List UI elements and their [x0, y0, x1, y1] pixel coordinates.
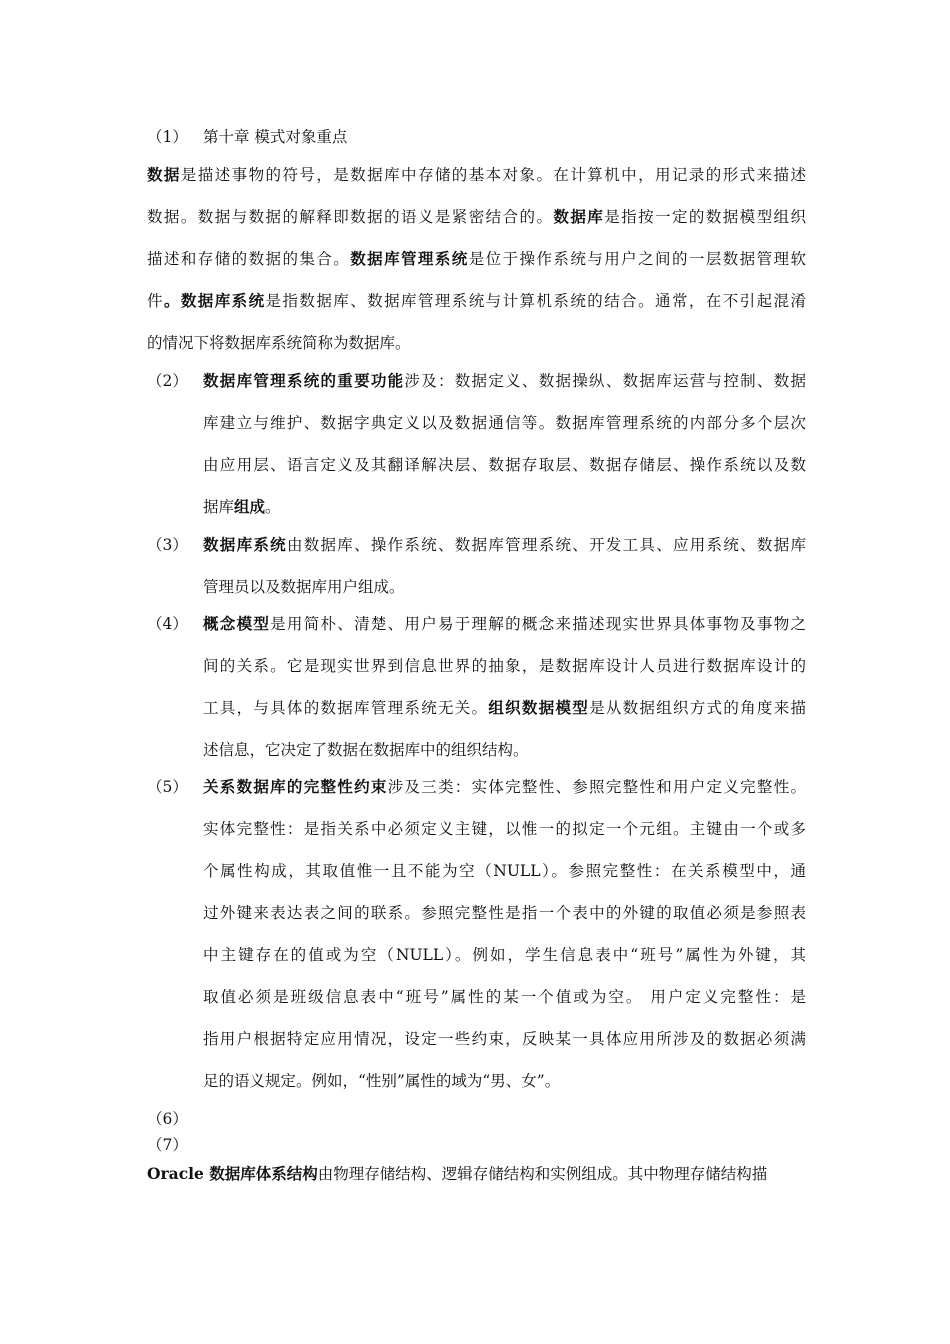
text-run: 涉及三类：实体完整性、参照完整性和用户定义完整性。 [387, 778, 806, 796]
bold-term: 。数据库系统 [163, 291, 266, 310]
text-run: 指用户根据特定应用情况，设定一些约束，反映某一具体应用所涉及的数据必须满 [203, 1030, 806, 1048]
item5-line-1 [203, 777, 806, 797]
text-run: 中主键存在的值或为空（NULL）。例如，学生信息表中“班号”属性为外键，其 [203, 946, 806, 964]
text-run: 是描述事物的符号，是数据库中存储的基本对象。在计算机中，用记录的形式来描述 [180, 166, 806, 184]
bold-term: 关系数据库的完整性约束 [203, 777, 388, 796]
text-run: 是从数据组织方式的角度来描 [589, 699, 806, 717]
text-run: 件 [147, 292, 164, 310]
text-run: 是位于操作系统与用户之间的一层数据管理软 [468, 250, 806, 268]
section-title: 第十章 模式对象重点 [203, 128, 348, 146]
item7-line-1 [147, 1164, 767, 1184]
item1-number: （1） [147, 128, 188, 146]
item5-line-8 [203, 1071, 560, 1091]
item5-line-6 [203, 987, 806, 1007]
item2-line-2 [203, 413, 806, 433]
item1-line-3 [147, 249, 806, 269]
text-run: 管理员以及数据库用户组成。 [203, 578, 405, 596]
item6-number: （6） [147, 1110, 188, 1128]
bold-term: Oracle 数据库体系结构 [147, 1164, 318, 1183]
item5-line-2 [203, 819, 806, 839]
bold-term: 组织数据模型 [488, 698, 590, 717]
item4-line-4 [203, 740, 529, 760]
text-run: 描述和存储的数据的集合。 [147, 250, 351, 268]
text-run: 由物理存储结构、逻辑存储结构和实例组成。其中物理存储结构描 [317, 1165, 768, 1183]
text-run: 是用简朴、清楚、用户易于理解的概念来描述现实世界具体事物及事物之 [270, 615, 806, 633]
text-run: 间的关系。它是现实世界到信息世界的抽象，是数据库设计人员进行数据库设计的 [203, 657, 806, 675]
text-run: 涉及：数据定义、数据操纵、数据库运营与控制、数据 [404, 372, 806, 390]
text-run: 取值必须是班级信息表中“班号”属性的某一个值或为空。 用户定义完整性：是 [203, 988, 806, 1006]
text-run: 的情况下将数据库系统简称为数据库。 [147, 334, 411, 352]
text-run: 过外键来表达表之间的联系。参照完整性是指一个表中的外键的取值必须是参照表 [203, 904, 806, 922]
item5-line-7 [203, 1029, 806, 1049]
item5-line-4 [203, 903, 806, 923]
item4-line-1 [203, 614, 806, 634]
text-run: 是指按一定的数据模型组织 [604, 208, 806, 226]
item3-number: （3） [147, 536, 188, 554]
item4-number: （4） [147, 615, 188, 633]
item1-line-2 [147, 207, 806, 227]
item2-line-1 [203, 371, 806, 391]
text-run: 据库 [203, 498, 235, 516]
bold-term: 数据库管理系统的重要功能 [203, 371, 405, 390]
item3-line-2 [203, 577, 405, 597]
item1-line-5 [147, 333, 411, 353]
text-run: 由数据库、操作系统、数据库管理系统、开发工具、应用系统、数据库 [286, 536, 806, 554]
item5-line-5 [203, 945, 806, 965]
text-run: 。 [265, 498, 281, 516]
item2-line-3 [203, 455, 806, 475]
item2-number: （2） [147, 372, 188, 390]
text-run: 数据。数据与数据的解释即数据的语义是紧密结合的。 [147, 208, 554, 226]
item5-line-3 [203, 861, 806, 881]
item1-line-4 [147, 291, 806, 311]
text-run: 实体完整性：是指关系中必须定义主键，以惟一的拟定一个元组。主键由一个或多 [203, 820, 806, 838]
text-run: 个属性构成，其取值惟一且不能为空（NULL）。参照完整性：在关系模型中，通 [203, 862, 806, 880]
bold-term: 数据库 [553, 207, 605, 226]
text-run: 是指数据库、数据库管理系统与计算机系统的结合。通常，在不引起混淆 [265, 292, 806, 310]
text-run: 工具，与具体的数据库管理系统无关。 [203, 699, 489, 717]
item7-number: （7） [147, 1136, 188, 1154]
item2-line-4 [203, 497, 281, 517]
text-run: 足的语义规定。例如，“性别”属性的域为“男、女”。 [203, 1072, 561, 1090]
item3-line-1 [203, 535, 806, 555]
item1-line-1 [147, 165, 806, 185]
bold-term: 数据库系统 [203, 535, 287, 554]
bold-term: 概念模型 [203, 614, 271, 633]
item5-number: （5） [147, 778, 188, 796]
item4-line-3 [203, 698, 806, 718]
bold-term: 组成 [234, 497, 266, 516]
text-run: 库建立与维护、数据字典定义以及数据通信等。数据库管理系统的内部分多个层次 [203, 414, 806, 432]
text-run: 述信息，它决定了数据在数据库中的组织结构。 [203, 741, 529, 759]
bold-term: 数据库管理系统 [350, 249, 469, 268]
bold-term: 数据 [147, 165, 181, 184]
item4-line-2 [203, 656, 806, 676]
text-run: 由应用层、语言定义及其翻译解决层、数据存取层、数据存储层、操作系统以及数 [203, 456, 806, 474]
